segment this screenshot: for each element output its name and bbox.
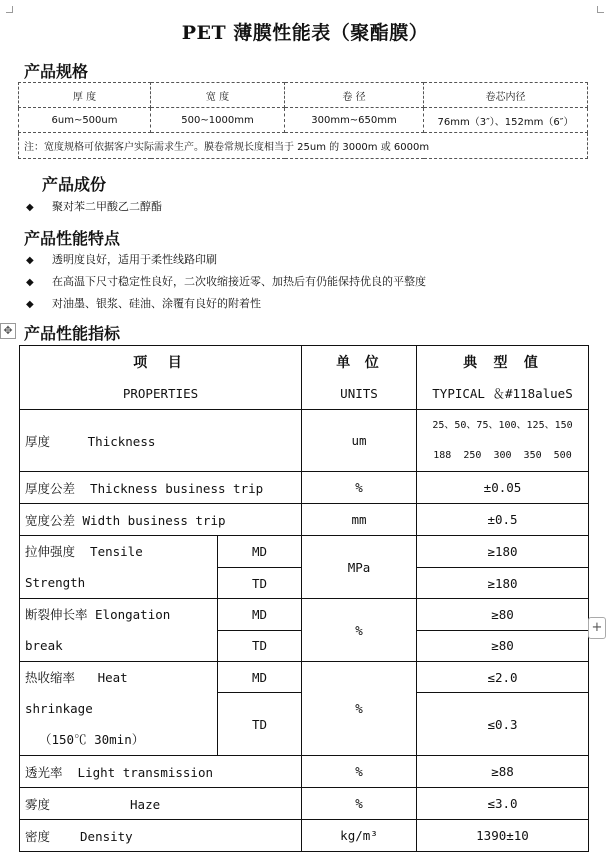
composition-list bbox=[26, 196, 162, 218]
thickness-values-line2: 188 250 300 350 500 bbox=[433, 449, 572, 461]
feature-item-text: 对油墨、银浆、硅油、涂覆有良好的附着性 bbox=[52, 297, 261, 310]
page-corner-mark bbox=[6, 6, 13, 13]
shrinkage-label-line3: （150℃ 30min） bbox=[39, 732, 145, 747]
density-label bbox=[20, 820, 302, 852]
density-unit: kg/m³ bbox=[302, 820, 417, 852]
haze-label-en: Haze bbox=[130, 796, 161, 812]
density-label-cn: 密度 bbox=[25, 828, 51, 844]
tensile-td-value: ≥180 bbox=[417, 568, 589, 599]
thickness-label-cn: 厚度 bbox=[25, 433, 51, 449]
spec-value-width: 500~1000mm bbox=[151, 108, 285, 133]
spec-value-roll-diameter: 300mm~650mm bbox=[285, 108, 424, 133]
document-title: PET 薄膜性能表（聚酯膜） bbox=[181, 22, 429, 44]
thickness-label bbox=[20, 410, 302, 472]
header-typical-cn: 典 型 值 bbox=[417, 346, 589, 378]
table-row bbox=[20, 599, 589, 631]
table-row bbox=[20, 378, 589, 410]
shrinkage-label-line2: shrinkage bbox=[25, 701, 93, 716]
composition-heading: 产品成份 bbox=[42, 175, 107, 194]
performance-table bbox=[19, 345, 589, 852]
list-item bbox=[26, 196, 162, 218]
spec-value-thickness: 6um~500um bbox=[19, 108, 151, 133]
header-typical-en: TYPICAL ＆#118alueS bbox=[417, 378, 589, 410]
haze-unit: % bbox=[302, 788, 417, 820]
width-tol-label: 宽度公差 Width business trip bbox=[20, 504, 302, 536]
table-row bbox=[20, 410, 589, 472]
transmission-label: 透光率 Light transmission bbox=[20, 756, 302, 788]
table-row bbox=[20, 346, 589, 378]
feature-item-text: 在高温下尺寸稳定性良好，二次收缩接近零、加热后有仍能保持优良的平整度 bbox=[52, 275, 426, 288]
features-heading: 产品性能特点 bbox=[24, 229, 121, 248]
spec-header-roll-diameter: 卷 径 bbox=[285, 83, 424, 108]
spec-header-core-diameter: 卷芯内径 bbox=[424, 83, 588, 108]
header-item-cn: 项 目 bbox=[20, 346, 302, 378]
elongation-td: TD bbox=[218, 630, 302, 662]
diamond-bullet-icon: ◆ bbox=[26, 202, 34, 213]
shrinkage-label-line1: 热收缩率 Heat bbox=[25, 670, 128, 685]
spec-value-row bbox=[19, 108, 588, 133]
diamond-bullet-icon: ◆ bbox=[26, 277, 34, 288]
spec-header-row bbox=[19, 83, 588, 108]
performance-heading: 产品性能指标 bbox=[24, 324, 121, 343]
tensile-td: TD bbox=[218, 568, 302, 599]
shrinkage-td-value: ≤0.3 bbox=[417, 693, 589, 756]
thickness-values bbox=[417, 410, 589, 472]
table-move-handle-icon[interactable]: ✥ bbox=[0, 323, 16, 339]
spec-heading: 产品规格 bbox=[24, 62, 89, 81]
width-tol-unit: mm bbox=[302, 504, 417, 536]
transmission-unit: % bbox=[302, 756, 417, 788]
spec-header-width: 宽 度 bbox=[151, 83, 285, 108]
thickness-label-en: Thickness bbox=[87, 433, 156, 449]
list-item bbox=[26, 249, 426, 271]
width-tol-value: ±0.5 bbox=[417, 504, 589, 536]
haze-label-cn: 雾度 bbox=[25, 796, 51, 812]
list-item bbox=[26, 271, 426, 293]
shrinkage-unit: % bbox=[302, 662, 417, 756]
table-row bbox=[20, 756, 589, 788]
shrinkage-md: MD bbox=[218, 662, 302, 693]
shrinkage-td: TD bbox=[218, 693, 302, 756]
tensile-md-value: ≥180 bbox=[417, 536, 589, 568]
shrinkage-label bbox=[20, 662, 218, 756]
feature-item-text: 透明度良好，适用于柔性线路印刷 bbox=[52, 253, 217, 266]
tensile-md: MD bbox=[218, 536, 302, 568]
header-unit-en: UNITS bbox=[302, 378, 417, 410]
haze-label bbox=[20, 788, 302, 820]
spec-value-core-diameter: 76mm（3″）、152mm（6″） bbox=[424, 108, 588, 133]
header-item-en: PROPERTIES bbox=[20, 378, 302, 410]
thickness-tol-value: ±0.05 bbox=[417, 472, 589, 504]
add-row-plus-icon[interactable]: + bbox=[588, 617, 606, 639]
thickness-values-line1: 25、50、75、100、125、150 bbox=[432, 419, 573, 431]
elongation-md: MD bbox=[218, 599, 302, 631]
density-value: 1390±10 bbox=[417, 820, 589, 852]
tensile-label-line2: Strength bbox=[25, 575, 86, 590]
table-row bbox=[20, 788, 589, 820]
composition-item-text: 聚对苯二甲酸乙二醇酯 bbox=[52, 200, 162, 213]
tensile-unit: MPa bbox=[302, 536, 417, 599]
elongation-unit: % bbox=[302, 599, 417, 662]
spec-table bbox=[18, 82, 588, 159]
spec-note: 注：宽度规格可依据客户实际需求生产。膜卷常规长度相当于 25um 的 3000m 或 6000m bbox=[19, 133, 588, 159]
table-row bbox=[20, 820, 589, 852]
header-unit-cn: 单 位 bbox=[302, 346, 417, 378]
table-row bbox=[20, 472, 589, 504]
tensile-label bbox=[20, 536, 218, 599]
elongation-label-line1: 断裂伸长率 Elongation bbox=[25, 607, 171, 622]
table-row bbox=[20, 662, 589, 693]
table-row bbox=[20, 536, 589, 568]
table-row bbox=[20, 504, 589, 536]
haze-value: ≤3.0 bbox=[417, 788, 589, 820]
tensile-label-line1: 拉伸强度 Tensile bbox=[25, 544, 143, 559]
diamond-bullet-icon: ◆ bbox=[26, 255, 34, 266]
density-label-en: Density bbox=[80, 828, 133, 844]
thickness-tol-unit: % bbox=[302, 472, 417, 504]
page-corner-mark bbox=[597, 6, 604, 13]
features-list bbox=[26, 249, 426, 315]
spec-header-thickness: 厚 度 bbox=[19, 83, 151, 108]
shrinkage-md-value: ≤2.0 bbox=[417, 662, 589, 693]
thickness-unit: um bbox=[302, 410, 417, 472]
transmission-value: ≥88 bbox=[417, 756, 589, 788]
elongation-label bbox=[20, 599, 218, 662]
elongation-md-value: ≥80 bbox=[417, 599, 589, 631]
elongation-label-line2: break bbox=[25, 638, 63, 653]
list-item bbox=[26, 293, 426, 315]
spec-note-row bbox=[19, 133, 588, 159]
elongation-td-value: ≥80 bbox=[417, 630, 589, 662]
thickness-tol-label: 厚度公差 Thickness business trip bbox=[20, 472, 302, 504]
diamond-bullet-icon: ◆ bbox=[26, 299, 34, 310]
